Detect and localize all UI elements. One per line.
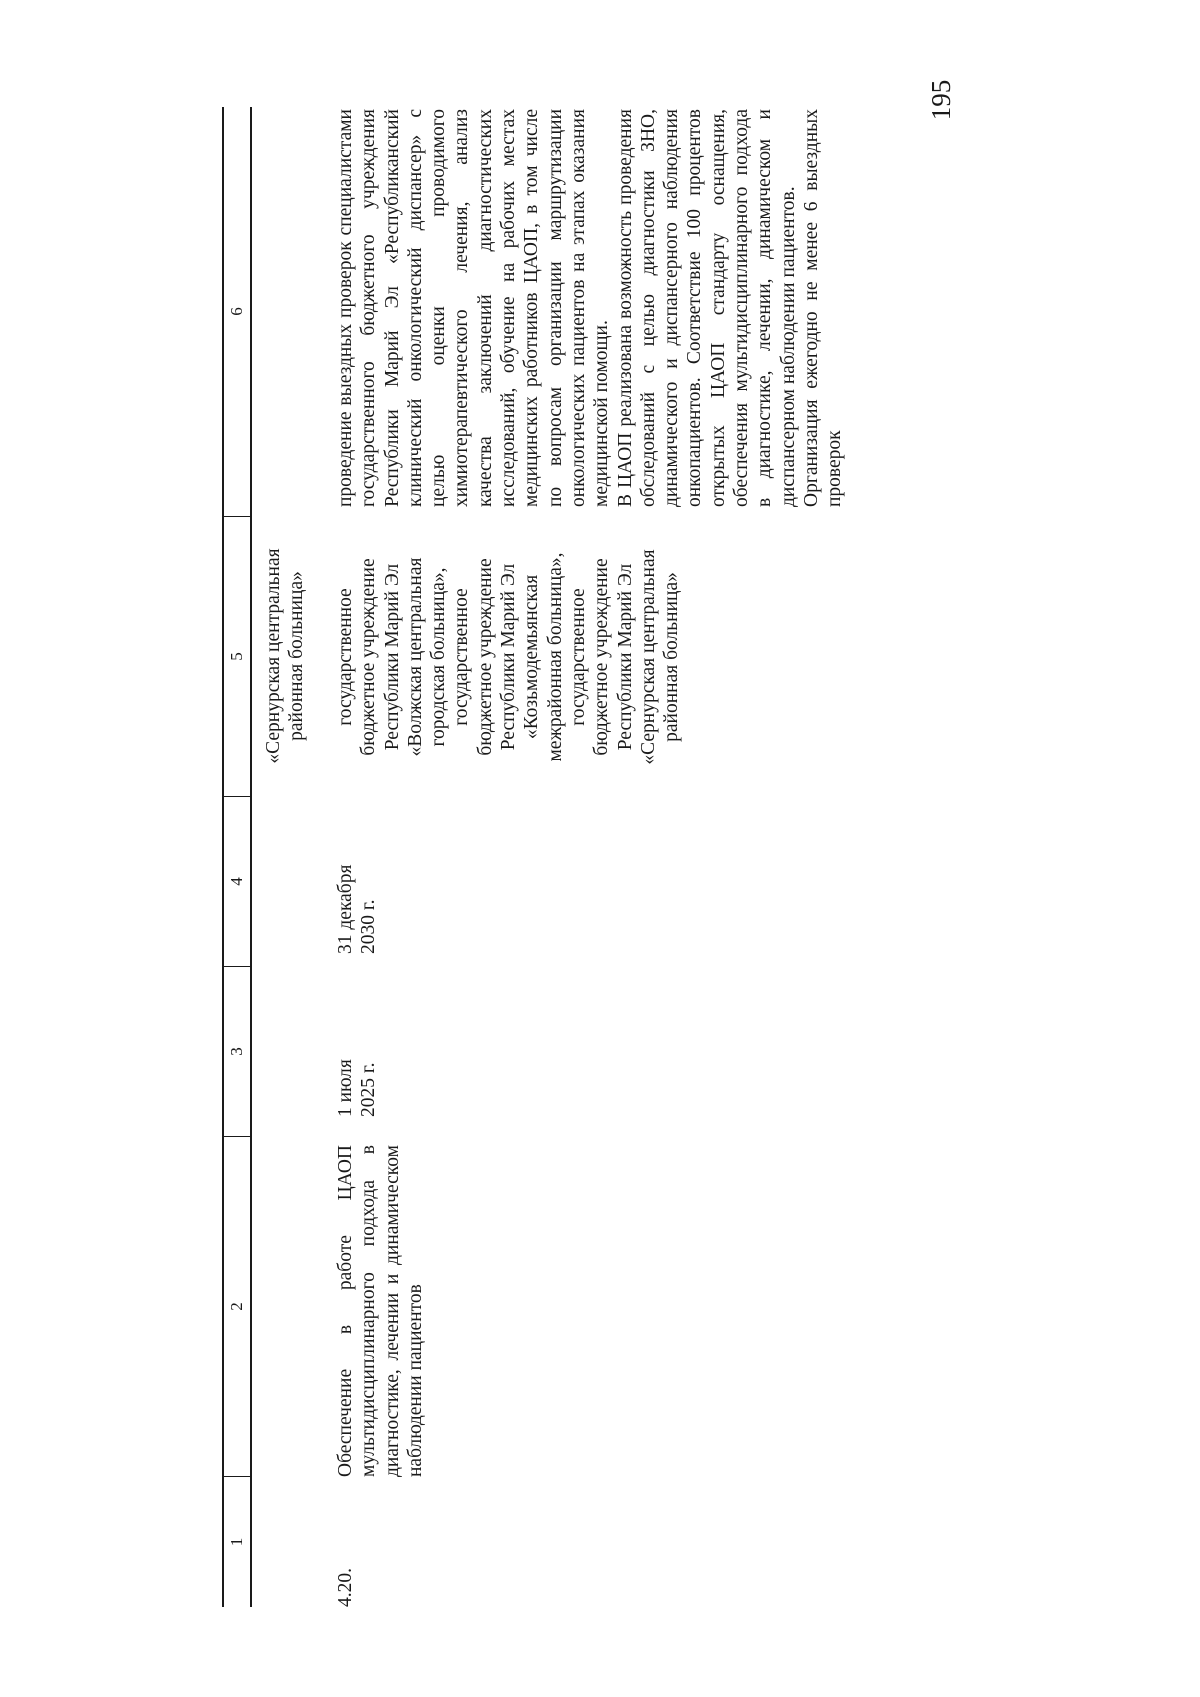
carryover-responsible: «Сернурская центральная районная больница»: [263, 548, 308, 764]
result-paragraph-3: Организация ежегодно не менее 6 выездных проверок: [800, 109, 846, 507]
header-col-3: 3: [224, 967, 250, 1137]
header-col-4: 4: [224, 797, 250, 967]
row-result: [334, 109, 847, 507]
rotated-table: [222, 107, 1042, 1607]
row-end-date: 31 декабря 2030 г.: [335, 864, 380, 954]
row-number: 4.20.: [335, 1568, 356, 1607]
row-start-date: 1 июля 2025 г.: [335, 1059, 380, 1117]
header-col-6: 6: [224, 107, 250, 517]
page-number: 195: [926, 79, 956, 121]
header-col-1: 1: [227, 1537, 246, 1547]
row-description: Обеспечение в работе ЦАОП мультидисциплинарного подхода в диагностике, лечении и динамическом наблюдении пациентов: [335, 1145, 426, 1477]
header-col-2: 2: [224, 1137, 250, 1477]
result-paragraph-2: В ЦАОП реализована возможность проведения обследований с целью диагностики ЗНО, динамического и диспансерного наблюдения онкопациентов. Соответствие 100 процентов открытых ЦАОП стандарту оснащения, обеспечения мультидисциплинарного подхода в диагностике, лечении, динамическом и диспансерном наблюдении пациентов.: [614, 109, 799, 507]
table-header-row: [222, 107, 252, 1607]
result-paragraph-1: проведение выездных проверок специалистами государственного бюджетного учреждения Республики Марий Эл «Республиканский клинический онкологический диспансер» с целью оценки проводимого химиотерапевтического лечения, анализ качества заключений диагностических исследований, обучение на рабочих местах медицинских работников ЦАОП, в том числе по вопросам организации маршрутизации онкологических пациентов на этапах оказания медицинской помощи.: [335, 109, 613, 507]
row-responsible: государственное бюджетное учреждение Республики Марий Эл «Волжская центральная городская больница», государственное бюджетное учреждение Республики Марий Эл «Козьмодемьянская межрайонная больница», государственное бюджетное учреждение Республики Марий Эл «Сернурская центральная районная больница»: [335, 549, 683, 765]
header-col-5: 5: [224, 517, 250, 797]
